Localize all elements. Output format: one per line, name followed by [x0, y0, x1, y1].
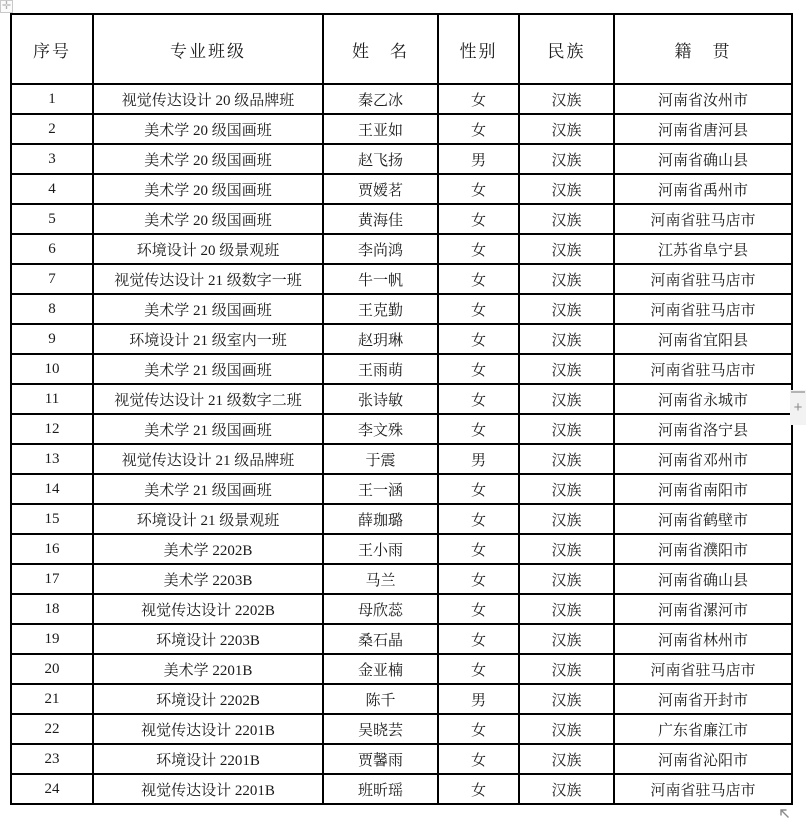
cell-name[interactable]: 吴晓芸 — [323, 714, 438, 744]
cell-hometown[interactable]: 河南省驻马店市 — [614, 354, 792, 384]
cell-ethnicity[interactable]: 汉族 — [519, 474, 614, 504]
cell-hometown[interactable]: 河南省确山县 — [614, 144, 792, 174]
cell-hometown[interactable]: 河南省宜阳县 — [614, 324, 792, 354]
cell-index[interactable]: 15 — [11, 504, 93, 534]
table-row — [11, 624, 792, 654]
table-row — [11, 564, 792, 594]
cell-name[interactable]: 黄海佳 — [323, 204, 438, 234]
cell-hometown[interactable]: 河南省漯河市 — [614, 594, 792, 624]
cell-hometown[interactable]: 河南省洛宁县 — [614, 414, 792, 444]
table-row — [11, 444, 792, 474]
cell-index[interactable]: 6 — [11, 234, 93, 264]
cell-class[interactable]: 视觉传达设计 2201B — [93, 774, 323, 804]
cell-gender[interactable]: 女 — [438, 84, 519, 114]
cell-gender[interactable]: 女 — [438, 234, 519, 264]
cell-name[interactable]: 金亚楠 — [323, 654, 438, 684]
cell-class[interactable]: 环境设计 2202B — [93, 684, 323, 714]
cell-class[interactable]: 美术学 20 级国画班 — [93, 114, 323, 144]
header-cell-name[interactable]: 姓 名 — [323, 14, 438, 84]
cell-index[interactable]: 9 — [11, 324, 93, 354]
cell-index[interactable]: 11 — [11, 384, 93, 414]
table-row — [11, 84, 792, 114]
cell-ethnicity[interactable]: 汉族 — [519, 414, 614, 444]
cell-class[interactable]: 美术学 20 级国画班 — [93, 204, 323, 234]
cell-ethnicity[interactable]: 汉族 — [519, 264, 614, 294]
cell-name[interactable]: 牛一帆 — [323, 264, 438, 294]
table-row — [11, 204, 792, 234]
cell-gender[interactable]: 男 — [438, 144, 519, 174]
cell-index[interactable]: 18 — [11, 594, 93, 624]
cell-hometown[interactable]: 河南省驻马店市 — [614, 294, 792, 324]
cell-gender[interactable]: 女 — [438, 714, 519, 744]
cell-name[interactable]: 李尚鸿 — [323, 234, 438, 264]
cell-hometown[interactable]: 河南省沁阳市 — [614, 744, 792, 774]
cell-name[interactable]: 陈千 — [323, 684, 438, 714]
cell-ethnicity[interactable]: 汉族 — [519, 234, 614, 264]
header-cell-ethnicity[interactable]: 民族 — [519, 14, 614, 84]
cell-ethnicity[interactable]: 汉族 — [519, 624, 614, 654]
cell-class[interactable]: 视觉传达设计 21 级数字一班 — [93, 264, 323, 294]
cell-hometown[interactable]: 江苏省阜宁县 — [614, 234, 792, 264]
cell-class[interactable]: 环境设计 21 级室内一班 — [93, 324, 323, 354]
cell-hometown[interactable]: 河南省唐河县 — [614, 114, 792, 144]
cell-name[interactable]: 王亚如 — [323, 114, 438, 144]
cell-name[interactable]: 秦乙冰 — [323, 84, 438, 114]
plus-icon: + — [793, 399, 803, 416]
header-cell-index[interactable]: 序号 — [11, 14, 93, 84]
cell-class[interactable]: 美术学 2201B — [93, 654, 323, 684]
cell-ethnicity[interactable]: 汉族 — [519, 444, 614, 474]
cell-name[interactable]: 李文殊 — [323, 414, 438, 444]
cell-index[interactable]: 17 — [11, 564, 93, 594]
cell-ethnicity[interactable]: 汉族 — [519, 174, 614, 204]
cell-hometown[interactable]: 河南省邓州市 — [614, 444, 792, 474]
cell-gender[interactable]: 女 — [438, 174, 519, 204]
table-row — [11, 294, 792, 324]
cell-hometown[interactable]: 河南省永城市 — [614, 384, 792, 414]
cell-index[interactable]: 23 — [11, 744, 93, 774]
cell-ethnicity[interactable]: 汉族 — [519, 324, 614, 354]
cell-index[interactable]: 12 — [11, 414, 93, 444]
cell-class[interactable]: 美术学 20 级国画班 — [93, 144, 323, 174]
table-row — [11, 264, 792, 294]
cell-hometown[interactable]: 河南省汝州市 — [614, 84, 792, 114]
cell-index[interactable]: 24 — [11, 774, 93, 804]
cell-index[interactable]: 19 — [11, 624, 93, 654]
cell-name[interactable]: 王克勤 — [323, 294, 438, 324]
header-cell-gender[interactable]: 性别 — [438, 14, 519, 84]
cell-hometown[interactable]: 河南省林州市 — [614, 624, 792, 654]
table-row — [11, 774, 792, 804]
cell-index[interactable]: 10 — [11, 354, 93, 384]
cell-gender[interactable]: 女 — [438, 594, 519, 624]
table-row — [11, 474, 792, 504]
cell-ethnicity[interactable]: 汉族 — [519, 714, 614, 744]
cell-class[interactable]: 美术学 2202B — [93, 534, 323, 564]
cell-class[interactable]: 环境设计 21 级景观班 — [93, 504, 323, 534]
cell-index[interactable]: 5 — [11, 204, 93, 234]
cell-name[interactable]: 赵飞扬 — [323, 144, 438, 174]
cell-gender[interactable]: 女 — [438, 624, 519, 654]
table-row — [11, 714, 792, 744]
cell-name[interactable]: 赵玥琳 — [323, 324, 438, 354]
cell-hometown[interactable]: 河南省驻马店市 — [614, 774, 792, 804]
cell-gender[interactable]: 女 — [438, 294, 519, 324]
cell-hometown[interactable]: 河南省禹州市 — [614, 174, 792, 204]
cell-ethnicity[interactable]: 汉族 — [519, 114, 614, 144]
cell-gender[interactable]: 女 — [438, 654, 519, 684]
cell-hometown[interactable]: 河南省驻马店市 — [614, 654, 792, 684]
table-row — [11, 324, 792, 354]
student-roster-table — [10, 13, 793, 805]
cell-ethnicity[interactable]: 汉族 — [519, 504, 614, 534]
cell-hometown[interactable]: 河南省濮阳市 — [614, 534, 792, 564]
cell-ethnicity[interactable]: 汉族 — [519, 384, 614, 414]
cell-name[interactable]: 于震 — [323, 444, 438, 474]
cell-gender[interactable]: 女 — [438, 354, 519, 384]
cell-gender[interactable]: 女 — [438, 564, 519, 594]
cell-name[interactable]: 薛珈璐 — [323, 504, 438, 534]
cell-hometown[interactable]: 广东省廉江市 — [614, 714, 792, 744]
cell-gender[interactable]: 女 — [438, 414, 519, 444]
cell-ethnicity[interactable]: 汉族 — [519, 774, 614, 804]
cell-ethnicity[interactable]: 汉族 — [519, 564, 614, 594]
table-row — [11, 594, 792, 624]
cell-hometown[interactable]: 河南省驻马店市 — [614, 204, 792, 234]
cell-index[interactable]: 8 — [11, 294, 93, 324]
cell-gender[interactable]: 女 — [438, 264, 519, 294]
cell-ethnicity[interactable]: 汉族 — [519, 144, 614, 174]
cell-name[interactable]: 王小雨 — [323, 534, 438, 564]
cell-gender[interactable]: 女 — [438, 204, 519, 234]
table-resize-handle-icon[interactable] — [777, 806, 791, 820]
cell-class[interactable]: 美术学 21 级国画班 — [93, 414, 323, 444]
cell-gender[interactable]: 女 — [438, 534, 519, 564]
table-row — [11, 744, 792, 774]
cell-index[interactable]: 22 — [11, 714, 93, 744]
table-row — [11, 414, 792, 444]
cell-class[interactable]: 视觉传达设计 2201B — [93, 714, 323, 744]
cell-index[interactable]: 16 — [11, 534, 93, 564]
cell-ethnicity[interactable]: 汉族 — [519, 744, 614, 774]
cell-ethnicity[interactable]: 汉族 — [519, 84, 614, 114]
cell-gender[interactable]: 女 — [438, 474, 519, 504]
cell-ethnicity[interactable]: 汉族 — [519, 594, 614, 624]
cell-class[interactable]: 环境设计 2203B — [93, 624, 323, 654]
cell-class[interactable]: 美术学 21 级国画班 — [93, 354, 323, 384]
cell-index[interactable]: 13 — [11, 444, 93, 474]
cell-ethnicity[interactable]: 汉族 — [519, 204, 614, 234]
cell-hometown[interactable]: 河南省南阳市 — [614, 474, 792, 504]
cell-index[interactable]: 7 — [11, 264, 93, 294]
cell-ethnicity[interactable]: 汉族 — [519, 654, 614, 684]
cell-class[interactable]: 美术学 20 级国画班 — [93, 174, 323, 204]
cell-class[interactable]: 美术学 2203B — [93, 564, 323, 594]
table-row — [11, 654, 792, 684]
cell-class[interactable]: 美术学 21 级国画班 — [93, 294, 323, 324]
cell-index[interactable]: 21 — [11, 684, 93, 714]
cell-name[interactable]: 王一涵 — [323, 474, 438, 504]
table-row — [11, 354, 792, 384]
cell-hometown[interactable]: 河南省驻马店市 — [614, 264, 792, 294]
cell-class[interactable]: 视觉传达设计 21 级数字二班 — [93, 384, 323, 414]
table-move-handle-icon[interactable]: ✛ — [1, 0, 12, 12]
cell-ethnicity[interactable]: 汉族 — [519, 684, 614, 714]
header-cell-class[interactable]: 专业班级 — [93, 14, 323, 84]
table-row — [11, 384, 792, 414]
cell-gender[interactable]: 女 — [438, 774, 519, 804]
cell-class[interactable]: 环境设计 20 级景观班 — [93, 234, 323, 264]
cell-index[interactable]: 20 — [11, 654, 93, 684]
cell-ethnicity[interactable]: 汉族 — [519, 534, 614, 564]
cell-name[interactable]: 班昕瑶 — [323, 774, 438, 804]
cell-name[interactable]: 桑石晶 — [323, 624, 438, 654]
cell-gender[interactable]: 女 — [438, 744, 519, 774]
cell-name[interactable]: 母欣蕊 — [323, 594, 438, 624]
cell-index[interactable]: 14 — [11, 474, 93, 504]
cell-name[interactable]: 张诗敏 — [323, 384, 438, 414]
cell-index[interactable]: 4 — [11, 174, 93, 204]
table-row — [11, 684, 792, 714]
table-row — [11, 114, 792, 144]
cell-gender[interactable]: 女 — [438, 504, 519, 534]
cell-name[interactable]: 贾嫒茗 — [323, 174, 438, 204]
cell-gender[interactable]: 女 — [438, 114, 519, 144]
cell-index[interactable]: 2 — [11, 114, 93, 144]
cell-name[interactable]: 王雨萌 — [323, 354, 438, 384]
cell-hometown[interactable]: 河南省开封市 — [614, 684, 792, 714]
cell-ethnicity[interactable]: 汉族 — [519, 294, 614, 324]
cell-name[interactable]: 贾馨雨 — [323, 744, 438, 774]
cell-gender[interactable]: 女 — [438, 384, 519, 414]
cell-gender[interactable]: 男 — [438, 684, 519, 714]
table-row — [11, 144, 792, 174]
cell-ethnicity[interactable]: 汉族 — [519, 354, 614, 384]
side-plus-button[interactable] — [790, 390, 806, 425]
cell-hometown[interactable]: 河南省鹤壁市 — [614, 504, 792, 534]
header-row — [11, 14, 792, 84]
table-row — [11, 234, 792, 264]
cell-index[interactable]: 1 — [11, 84, 93, 114]
cell-class[interactable]: 环境设计 2201B — [93, 744, 323, 774]
cell-index[interactable]: 3 — [11, 144, 93, 174]
table-row — [11, 534, 792, 564]
header-cell-hometown[interactable]: 籍 贯 — [614, 14, 792, 84]
table-row — [11, 174, 792, 204]
cell-class[interactable]: 视觉传达设计 20 级品牌班 — [93, 84, 323, 114]
cell-class[interactable]: 视觉传达设计 21 级品牌班 — [93, 444, 323, 474]
cell-hometown[interactable]: 河南省确山县 — [614, 564, 792, 594]
cell-gender[interactable]: 男 — [438, 444, 519, 474]
table-row — [11, 504, 792, 534]
cell-class[interactable]: 美术学 21 级国画班 — [93, 474, 323, 504]
cell-class[interactable]: 视觉传达设计 2202B — [93, 594, 323, 624]
cell-name[interactable]: 马兰 — [323, 564, 438, 594]
cell-gender[interactable]: 女 — [438, 324, 519, 354]
